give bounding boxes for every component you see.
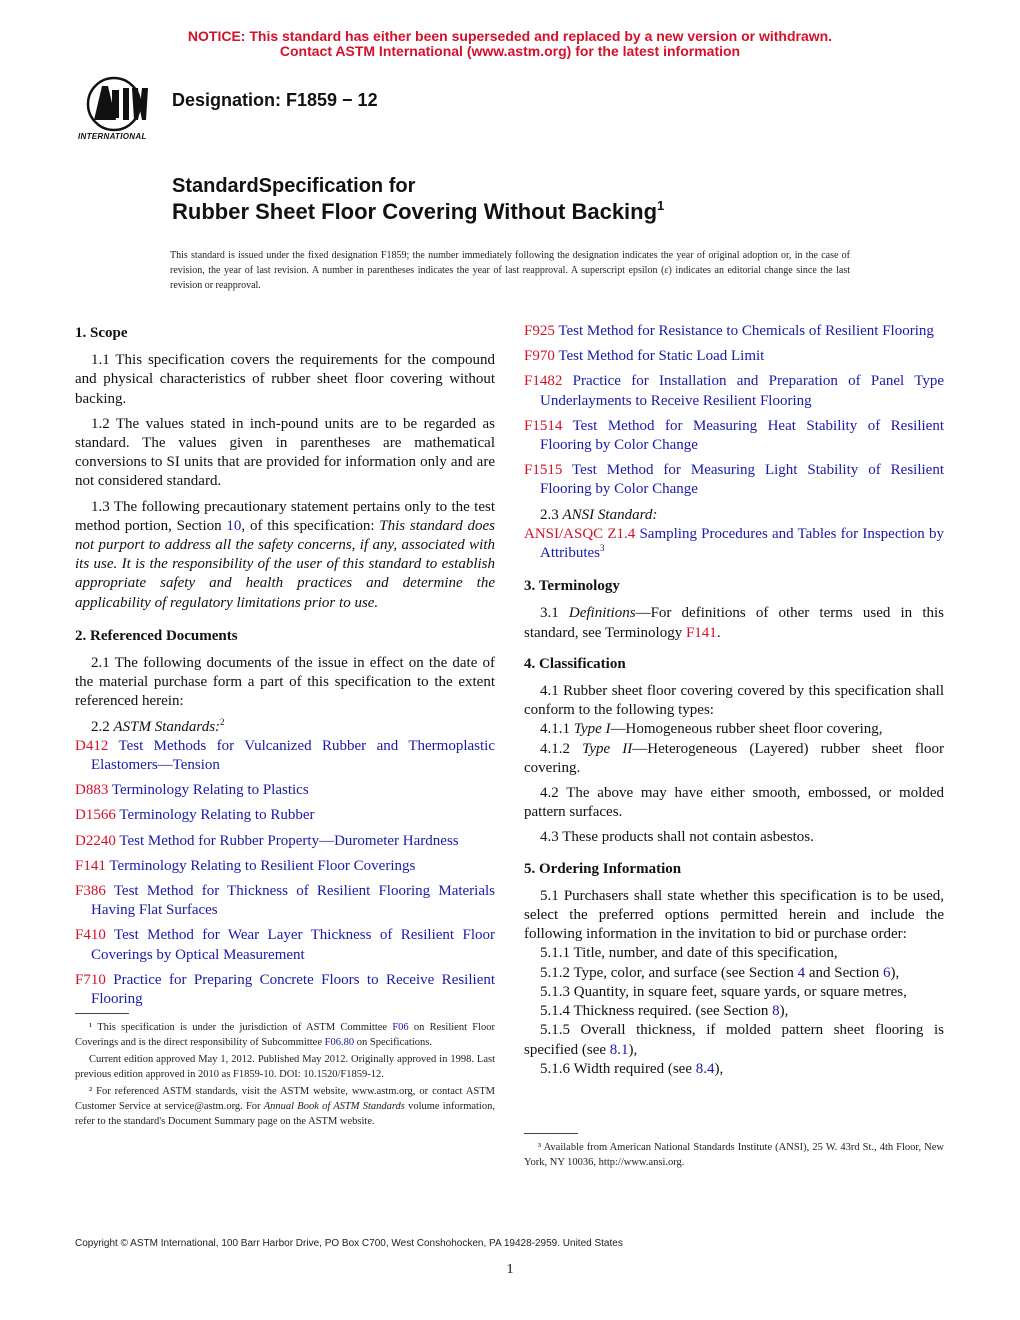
reference-title[interactable]: Test Method for Measuring Light Stability of Resilient Flooring by Color Change (540, 462, 945, 498)
paragraph: 2.1 The following documents of the issue in effect on the date of the material purchase form a part of this specification to the extent referenced herein: (75, 655, 495, 710)
reference-entry[interactable] (75, 737, 495, 775)
title-footnote-mark: 1 (657, 198, 665, 213)
paragraph: 1.3 The following precautionary statement pertains only to the test method portion, Section 10, of this specification: This standard does not purport to address all the safety concerns, if any, associated with its use. It is the responsibility of the user of this standard to establish appropriate safety and health practices and determine the applicability of regulatory limitations prior to use. (75, 498, 495, 611)
reference-title[interactable]: Test Method for Rubber Property—Durometer Hardness (119, 832, 459, 849)
committee-link[interactable]: F06 (392, 1022, 409, 1033)
reference-title[interactable]: Terminology Relating to Resilient Floor Coverings (109, 857, 416, 874)
title-line-2 (172, 199, 664, 225)
paragraph: 5.1 Purchasers shall state whether this specification is to be used, select the preferred options permitted herein and include the following information in the invitation to bid or purchase order: (524, 887, 944, 943)
section-link[interactable]: 8.1 (609, 1041, 629, 1058)
reference-code[interactable]: D883 (75, 782, 109, 799)
reference-code[interactable]: F1514 (524, 417, 563, 434)
paragraph: 3.1 Definitions—For definitions of other terms used in this standard, see Terminology F141. (524, 605, 944, 641)
astm-logo (72, 76, 164, 146)
section-link[interactable]: 8 (772, 1003, 780, 1020)
paragraph: 2.2 ASTM Standards:$^2$ (91, 716, 225, 735)
logo-word: INTERNATIONAL (78, 132, 147, 141)
section-link[interactable]: 10 (226, 517, 242, 534)
right-column (524, 322, 944, 1079)
reference-code[interactable]: D412 (75, 737, 109, 754)
intro-paragraph: This standard is issued under the fixed designation F1859; the number immediately following the designation indicates the year of original adoption or, in the case of revision, the year of last revision. A number in parentheses indicates the year of last reapproval. A superscript epsilon (ε) indicates an editorial change since the last revision or reapproval. (170, 250, 850, 291)
subcommittee-link[interactable]: F06.80 (324, 1037, 355, 1048)
right-footnotes (524, 1140, 944, 1172)
reference-entry[interactable] (75, 882, 495, 920)
section-link[interactable]: 4 (797, 964, 806, 981)
reference-title[interactable]: Terminology Relating to Plastics (111, 782, 309, 799)
astm-reference-list (75, 737, 495, 1009)
section-heading: 2. Referenced Documents (75, 627, 238, 644)
reference-entry[interactable] (524, 322, 944, 341)
paragraph: 5.1.2 Type, color, and surface (see Section 4 and Section 6), (540, 964, 900, 981)
paragraph: 4.1.2 Type II—Heterogeneous (Layered) rubber sheet floor covering. (524, 740, 944, 776)
reference-entry[interactable] (75, 806, 495, 825)
reference-entry[interactable] (524, 372, 944, 410)
reference-title[interactable]: Test Method for Thickness of Resilient Flooring Materials Having Flat Surfaces (91, 883, 496, 919)
footnote-1: ¹ This specification is under the jurisdiction of ASTM Committee F06 on Resilient Floor Coverings and is the direct responsibility of Subcommittee F06.80 on Specifications. (75, 1022, 495, 1048)
left-column (75, 322, 495, 1015)
reference-code[interactable]: F141 (75, 857, 106, 874)
reference-entry[interactable] (75, 926, 495, 964)
footnote-3: ³ Available from American National Standards Institute (ANSI), 25 W. 43rd St., 4th Floor, New York, NY 10036, http://www.ansi.org. (524, 1142, 944, 1168)
paragraph: 4.3 These products shall not contain asbestos. (540, 829, 814, 846)
left-footnotes (75, 1020, 495, 1131)
notice-line-2: Contact ASTM International (www.astm.org) for the latest information (279, 43, 741, 59)
copyright: Copyright © ASTM International, 100 Barr Harbor Drive, PO Box C700, West Conshohocken, PA 19428-2959. United States (75, 1238, 623, 1249)
reference-code[interactable]: F925 (524, 323, 555, 339)
paragraph: 1.1 This specification covers the requirements for the compound and physical characteristics of rubber sheet floor covering without backing. (75, 352, 495, 407)
f141-link[interactable]: F141 (685, 624, 717, 641)
footnote-1-continued: Current edition approved May 1, 2012. Published May 2012. Originally approved in 1998. Last previous edition approved in 2010 as F1859-10. DOI: 10.1520/F1859-12. (75, 1054, 495, 1080)
section-heading: 5. Ordering Information (524, 860, 682, 877)
reference-entry[interactable] (524, 417, 944, 455)
paragraph: 4.2 The above may have either smooth, embossed, or molded pattern surfaces. (524, 785, 944, 821)
paragraph: 5.1.1 Title, number, and date of this specification, (540, 945, 838, 962)
title-line-1: StandardSpecification for (172, 175, 416, 197)
reference-title[interactable]: Test Method for Static Load Limit (558, 348, 765, 365)
section-heading: 1. Scope (75, 325, 128, 341)
section-link[interactable]: 6 (882, 964, 891, 981)
reference-title[interactable]: Test Method for Resistance to Chemicals of Resilient Flooring (558, 323, 934, 339)
paragraph: 5.1.5 Overall thickness, if molded pattern sheet flooring is specified (see 8.1), (524, 1022, 944, 1058)
section-link[interactable]: 8.4 (695, 1060, 715, 1077)
reference-code[interactable]: D1566 (75, 807, 116, 824)
section-heading: 4. Classification (524, 655, 626, 672)
reference-entry[interactable] (524, 347, 944, 366)
reference-title[interactable]: Test Methods for Vulcanized Rubber and Thermoplastic Elastomers—Tension (91, 737, 495, 774)
reference-title[interactable]: Practice for Preparing Concrete Floors to Receive Resilient Flooring (91, 971, 496, 1008)
reference-code[interactable]: F1515 (524, 462, 563, 479)
astm-reference-list-continued (524, 322, 944, 500)
reference-entry[interactable] (75, 857, 495, 876)
page-number: 1 (506, 1262, 514, 1277)
reference-entry[interactable]: ANSI/ASQC Z1.4 Sampling Procedures and Tables for Inspection by Attributes$^3$ (524, 525, 944, 562)
reference-code[interactable]: F1482 (524, 373, 563, 390)
title-text: Rubber Sheet Floor Covering Without Backing (172, 199, 658, 224)
designation: Designation: F1859 − 12 (172, 90, 378, 110)
reference-title[interactable]: Practice for Installation and Preparation of Panel Type Underlayments to Receive Resilient Flooring (540, 373, 944, 409)
reference-code[interactable]: F710 (75, 971, 106, 988)
reference-code[interactable]: F386 (75, 883, 106, 900)
reference-title[interactable]: Terminology Relating to Rubber (119, 807, 315, 824)
footnote-rule (524, 1133, 578, 1134)
footnote-2: ² For referenced ASTM standards, visit the ASTM website, www.astm.org, or contact ASTM Customer Service at service@astm.org. For Annual Book of ASTM Standards volume information, refer to the standard's Document Summary page on the ASTM website. (75, 1086, 495, 1127)
reference-entry[interactable] (75, 781, 495, 800)
reference-code[interactable]: D2240 (75, 832, 116, 849)
reference-title[interactable]: Test Method for Wear Layer Thickness of Resilient Floor Coverings by Optical Measurement (91, 927, 495, 963)
notice-line-1: NOTICE: This standard has either been superseded and replaced by a new version or withdrawn. (187, 28, 833, 44)
reference-code[interactable]: F410 (75, 927, 106, 944)
reference-code[interactable]: F970 (524, 348, 555, 365)
reference-entry[interactable] (75, 832, 495, 851)
paragraph: 5.1.3 Quantity, in square feet, square yards, or square metres, (540, 983, 907, 1000)
paragraph: 5.1.6 Width required (see 8.4), (540, 1060, 724, 1077)
paragraph: 4.1 Rubber sheet floor covering covered by this specification shall conform to the following types: (524, 683, 944, 719)
paragraph: 5.1.4 Thickness required. (see Section 8), (540, 1003, 789, 1020)
reference-entry[interactable] (524, 461, 944, 499)
paragraph: 2.3 ANSI Standard: (540, 506, 658, 523)
reference-entry[interactable] (75, 971, 495, 1009)
section-heading: 3. Terminology (524, 578, 620, 595)
footnote-rule (75, 1013, 129, 1014)
paragraph: 1.2 The values stated in inch-pound units are to be regarded as standard. The values given in parentheses are mathematical conversions to SI units that are provided for information only and are not considered standard. (75, 415, 495, 490)
reference-title[interactable]: Test Method for Measuring Heat Stability of Resilient Flooring by Color Change (540, 417, 944, 454)
paragraph: 4.1.1 Type I—Homogeneous rubber sheet floor covering, (540, 721, 883, 738)
